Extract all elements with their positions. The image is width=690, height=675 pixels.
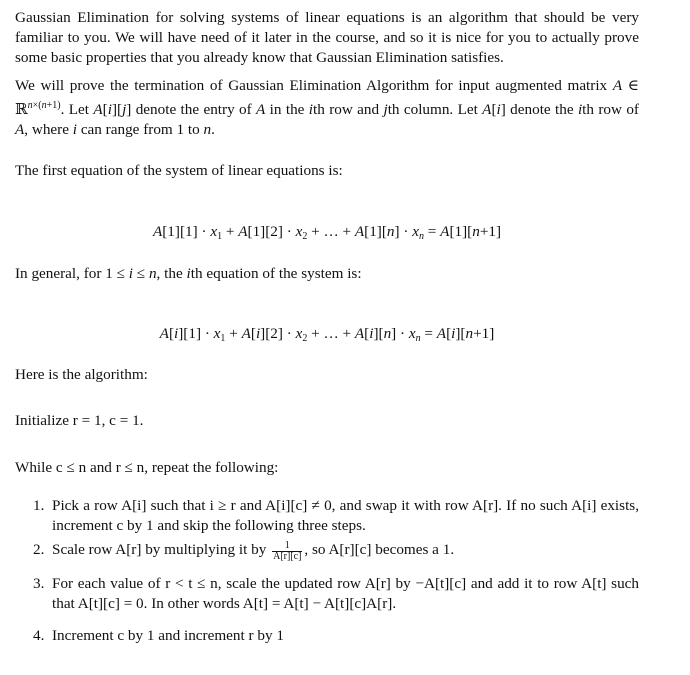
first-equation: $A[1][1] \cdot x_1 + A[1][2] \cdot x_2$ + … + $A[1][n] \cdot x_n = A[1][n+1]$ xyxy=(152,223,502,242)
list-item xyxy=(15,574,639,614)
text: , the xyxy=(156,265,187,282)
step-number: 2. xyxy=(33,541,45,558)
fraction xyxy=(272,541,302,562)
general-equation: $A[i][1] \cdot x_1 + A[i][2] \cdot x_2$ + … + $A[i][n] \cdot x_n = A[i][n+1]$ xyxy=(159,325,495,344)
list-item xyxy=(15,496,639,536)
text: denote the xyxy=(505,101,578,118)
intro-paragraph-2: We will prove the termination of Gaussian Elimination Algorithm for input augmented matrix A ∈ ℝ$^{n\times(n+1)}$. Let A[i][j] denote the entry of A in the ith row and jth column. Let A[i] denote the ith row of A, where i can range from 1 to n. xyxy=(15,77,639,138)
text: , where xyxy=(24,121,73,138)
intro-paragraph-1: Gaussian Elimination for solving systems of linear equations is an algorithm that should be very familiar to you. We will have need of it later in the course, and so it is nice for you to actually prove some basic properties that you already know that Gaussian Elimination satisfies. xyxy=(15,9,639,66)
text: th column. Let xyxy=(387,101,483,118)
step-text: Increment c by 1 and increment r by 1 xyxy=(52,627,284,644)
algorithm-intro: Here is the algorithm: xyxy=(15,366,148,383)
step-number: 1. xyxy=(33,497,45,514)
text: In general, for 1 ≤ xyxy=(15,265,129,282)
text: in the xyxy=(265,101,309,118)
text: th row of xyxy=(582,101,639,118)
text: . Let xyxy=(60,101,94,118)
text: We will prove the termination of Gaussian Elimination Algorithm for input augmented matrix xyxy=(15,77,613,94)
algorithm-steps xyxy=(15,496,639,646)
step-text: Scale row A[r] by multiplying it by xyxy=(52,541,267,558)
first-equation-intro: The first equation of the system of linear equations is: xyxy=(15,162,343,179)
step-number: 3. xyxy=(33,575,45,592)
text: . xyxy=(211,121,215,138)
step-text: , so A[r][c] becomes a 1. xyxy=(304,541,455,558)
general-equation-intro: In general, for 1 ≤ i ≤ n, the ith equation of the system is: xyxy=(15,265,362,282)
while-line: While c ≤ n and r ≤ n, repeat the following: xyxy=(15,459,279,476)
list-item xyxy=(15,540,639,562)
step-number: 4. xyxy=(33,627,45,644)
step-text: For each value of r < t ≤ n, scale the updated row A[r] by −A[t][c] and add it to row A[t] such that A[t][c] = 0. In other words A[t] = A[t] − A[t][c]A[r]. xyxy=(52,575,639,612)
list-item xyxy=(15,626,639,646)
text: th equation of the system is: xyxy=(190,265,362,282)
step-text: Pick a row A[i] such that i ≥ r and A[i][c] ≠ 0, and swap it with row A[r]. If no such A[i] exists, increment c by 1 and skip the following three steps. xyxy=(52,497,639,534)
initialize-line: Initialize r = 1, c = 1. xyxy=(15,412,144,429)
text: th row and xyxy=(313,101,384,118)
text: ≤ xyxy=(133,265,149,282)
text: denote the entry of xyxy=(131,101,257,118)
text: can range from 1 to xyxy=(77,121,204,138)
fraction-numerator: 1 xyxy=(272,541,302,552)
fraction-denominator: A[r][c] xyxy=(273,551,302,562)
